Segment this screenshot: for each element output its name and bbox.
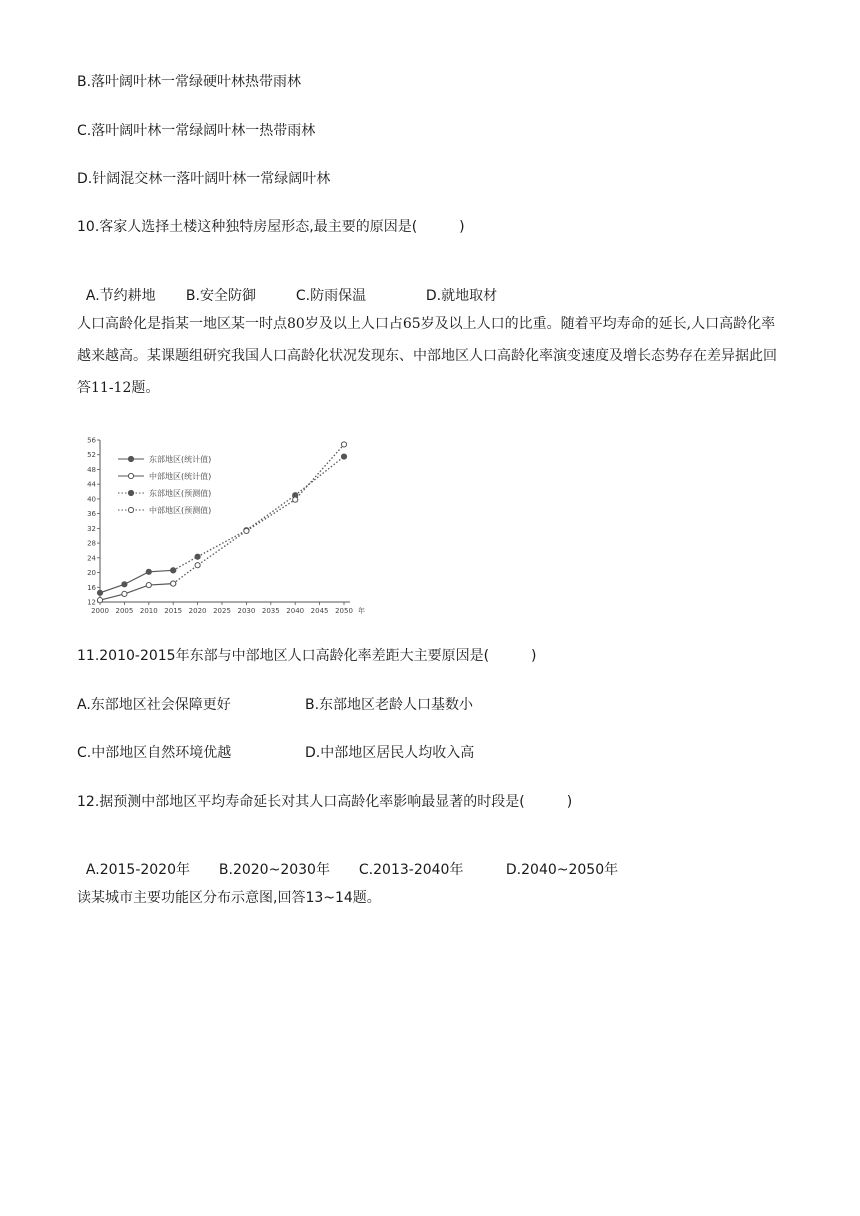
q11-option-a: A.东部地区社会保障更好 xyxy=(77,697,231,713)
legend-label-0: 东部地区(统计值) xyxy=(149,455,212,464)
q12-stem: 12.据预测中部地区平均寿命延长对其人口高龄化率影响最显著的时段是( ) xyxy=(77,794,573,810)
y-tick-label: 20 xyxy=(87,569,96,578)
series-point-2 xyxy=(171,568,176,573)
q10-option-b: B.安全防御 xyxy=(185,288,256,304)
q10-option-a: A.节约耕地 xyxy=(85,288,156,304)
q12-option-c: C.2013-2040年 xyxy=(358,862,464,878)
y-tick-label: 44 xyxy=(87,480,96,489)
q11-stem: 11.2010-2015年东部与中部地区人口高龄化率差距大主要原因是( ) xyxy=(77,648,537,664)
y-tick-label: 16 xyxy=(87,583,96,592)
x-tick-label: 2045 xyxy=(310,607,329,615)
y-tick-label: 48 xyxy=(87,465,96,474)
x-tick-label: 2040 xyxy=(286,607,305,615)
legend-label-3: 中部地区(预测值) xyxy=(149,506,212,515)
chart-legend xyxy=(118,454,211,515)
y-tick-label: 32 xyxy=(87,524,96,533)
x-tick-label: 2025 xyxy=(213,607,231,615)
q9-option-c: C.落叶阔叶林一常绿阔叶林一热带雨林 xyxy=(77,123,316,139)
chart-series xyxy=(97,442,346,603)
q12-option-a: A.2015-2020年 xyxy=(85,862,190,878)
x-tick-label: 2005 xyxy=(115,607,134,615)
q9-option-b: B.落叶阔叶林一常绿硬叶林热带雨林 xyxy=(77,74,302,90)
q11-option-c: C.中部地区自然环境优越 xyxy=(77,745,232,761)
legend-marker-1 xyxy=(128,473,133,478)
q11-12-intro: 人口高龄化是指某一地区某一时点80岁及以上人口占65岁及以上人口的比重。随着平均寿命的延长,人口高龄化率越来越高。某课题组研究我国人口高龄化状况发现东、中部地区人口高龄化率演变速度及增长态势存在差异据此回答11-12题。 xyxy=(77,316,777,396)
series-point-0 xyxy=(97,590,102,595)
x-tick-label: 2050 xyxy=(335,607,353,615)
series-point-1 xyxy=(122,591,127,596)
q10-option-c: C.防雨保温 xyxy=(295,288,367,304)
q10-stem: 10.客家人选择土楼这种独特房屋形态,最主要的原因是( ) xyxy=(77,219,465,235)
series-point-0 xyxy=(122,582,127,587)
series-point-3 xyxy=(341,442,346,447)
series-point-0 xyxy=(146,569,151,574)
q10-option-d: D.就地取材 xyxy=(425,288,498,304)
y-tick-label: 40 xyxy=(87,495,96,504)
legend-label-2: 东部地区(预测值) xyxy=(149,489,212,498)
x-unit-label: 年 xyxy=(358,607,365,615)
legend-marker-3 xyxy=(128,507,133,512)
x-tick-label: 2010 xyxy=(139,607,158,615)
q11-option-b: B.东部地区老龄人口基数小 xyxy=(305,697,474,713)
series-line-1 xyxy=(100,584,173,601)
q9-option-d: D.针阔混交林一落叶阔叶林一常绿阔叶林 xyxy=(77,171,331,187)
y-tick-label: 24 xyxy=(87,554,96,563)
legend-marker-2 xyxy=(128,490,133,495)
x-tick-label: 2020 xyxy=(188,607,207,615)
series-point-1 xyxy=(146,582,151,587)
q12-options xyxy=(77,840,618,880)
series-point-1 xyxy=(97,598,102,603)
aging-rate-line-chart xyxy=(82,432,378,618)
q11-option-d: D.中部地区居民人均收入高 xyxy=(305,745,475,761)
y-tick-label: 56 xyxy=(87,436,96,445)
q12-option-b: B.2020~2030年 xyxy=(218,862,330,878)
q12-option-d: D.2040~2050年 xyxy=(505,862,619,878)
series-point-3 xyxy=(195,563,200,568)
x-tick-label: 2035 xyxy=(261,607,280,615)
y-tick-label: 28 xyxy=(87,539,96,548)
series-point-3 xyxy=(293,497,298,502)
series-point-2 xyxy=(341,454,346,459)
x-tick-label: 2015 xyxy=(164,607,183,615)
series-point-3 xyxy=(171,581,176,586)
y-tick-label: 36 xyxy=(87,510,96,519)
legend-marker-0 xyxy=(128,456,133,461)
q10-options xyxy=(77,266,497,306)
y-tick-label: 52 xyxy=(87,451,96,460)
x-tick-label: 2000 xyxy=(91,607,109,615)
series-point-3 xyxy=(244,528,249,533)
q11-options-ab xyxy=(77,695,473,715)
legend-label-1: 中部地区(统计值) xyxy=(149,472,212,481)
q11-options-cd xyxy=(77,743,474,763)
y-tick-label: 12 xyxy=(87,598,96,607)
series-point-2 xyxy=(195,554,200,559)
chart-axes xyxy=(87,437,365,616)
x-tick-label: 2030 xyxy=(237,607,256,615)
q13-14-intro: 读某城市主要功能区分布示意图,回答13~14题。 xyxy=(77,890,381,906)
